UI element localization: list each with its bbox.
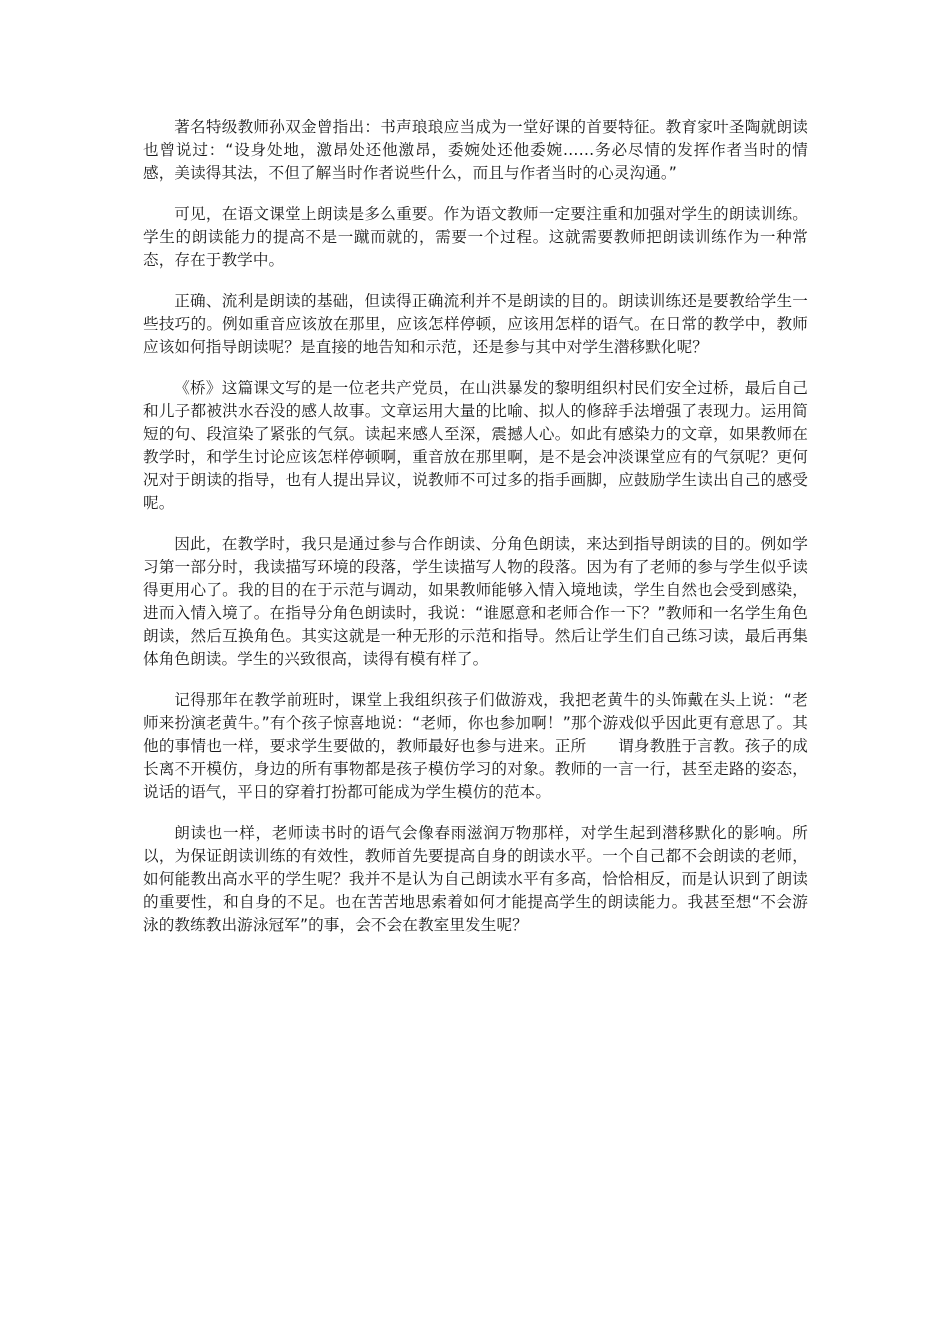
paragraph-3: 正确、流利是朗读的基础，但读得正确流利并不是朗读的目的。朗读训练还是要教给学生一些技巧的。例如重音应该放在那里，应该怎样停顿，应该用怎样的语气。在日常的教学中，教师应该如何指导朗读呢？是直接的地告知和示范，还是参与其中对学生潜移默化呢？ [143, 292, 808, 356]
paragraph-5: 因此，在教学时，我只是通过参与合作朗读、分角色朗读，来达到指导朗读的目的。例如学习第一部分时，我读描写环境的段落，学生读描写人物的段落。因为有了老师的参与学生似乎读得更用心了。我的目的在于示范与调动，如果教师能够入情入境地读，学生自然也会受到感染，进而入情入境了。在指导分角色朗读时，我说：“谁愿意和老师合作一下？”教师和一名学生角色朗读，然后互换角色。其实这就是一种无形的示范和指导。然后让学生们自己练习读，最后再集体角色朗读。学生的兴致很高，读得有模有样了。 [143, 535, 808, 668]
document-body [143, 116, 808, 955]
paragraph-4: 《桥》这篇课文写的是一位老共产党员，在山洪暴发的黎明组织村民们安全过桥，最后自己和儿子都被洪水吞没的感人故事。文章运用大量的比喻、拟人的修辞手法增强了表现力。运用简短的句、段渲染了紧张的气氛。读起来感人至深，震撼人心。如此有感染力的文章，如果教师在教学时，和学生讨论应该怎样停顿啊，重音放在那里啊，是不是会冲淡课堂应有的气氛呢？更何况对于朗读的指导，也有人提出异议，说教师不可过多的指手画脚，应鼓励学生读出自己的感受呢。 [143, 379, 808, 512]
paragraph-2: 可见，在语文课堂上朗读是多么重要。作为语文教师一定要注重和加强对学生的朗读训练。学生的朗读能力的提高不是一蹴而就的，需要一个过程。这就需要教师把朗读训练作为一种常态，存在于教学中。 [143, 205, 808, 269]
paragraph-7: 朗读也一样，老师读书时的语气会像春雨滋润万物那样，对学生起到潜移默化的影响。所以，为保证朗读训练的有效性，教师首先要提高自身的朗读水平。一个自己都不会朗读的老师，如何能教出高水平的学生呢？我并不是认为自己朗读水平有多高，恰恰相反，而是认识到了朗读的重要性，和自身的不足。也在苦苦地思索着如何才能提高学生的朗读能力。我甚至想“不会游泳的教练教出游泳冠军”的事，会不会在教室里发生呢？ [143, 824, 808, 934]
paragraph-1: 著名特级教师孙双金曾指出：书声琅琅应当成为一堂好课的首要特征。教育家叶圣陶就朗读也曾说过：“设身处地，激昂处还他激昂，委婉处还他委婉……务必尽情的发挥作者当时的情感，美读得其法，不但了解当时作者说些什么，而且与作者当时的心灵沟通。” [143, 118, 808, 182]
paragraph-6: 记得那年在教学前班时，课堂上我组织孩子们做游戏，我把老黄牛的头饰戴在头上说：“老师来扮演老黄牛。”有个孩子惊喜地说：“老师，你也参加啊！”那个游戏似乎因此更有意思了。其他的事情也一样，要求学生要做的，教师最好也参与进来。正所 谓身教胜于言教。孩子的成长离不开模仿，身边的所有事物都是孩子模仿学习的对象。教师的一言一行，甚至走路的姿态，说话的语气，平日的穿着打扮都可能成为学生模仿的范本。 [143, 691, 808, 801]
